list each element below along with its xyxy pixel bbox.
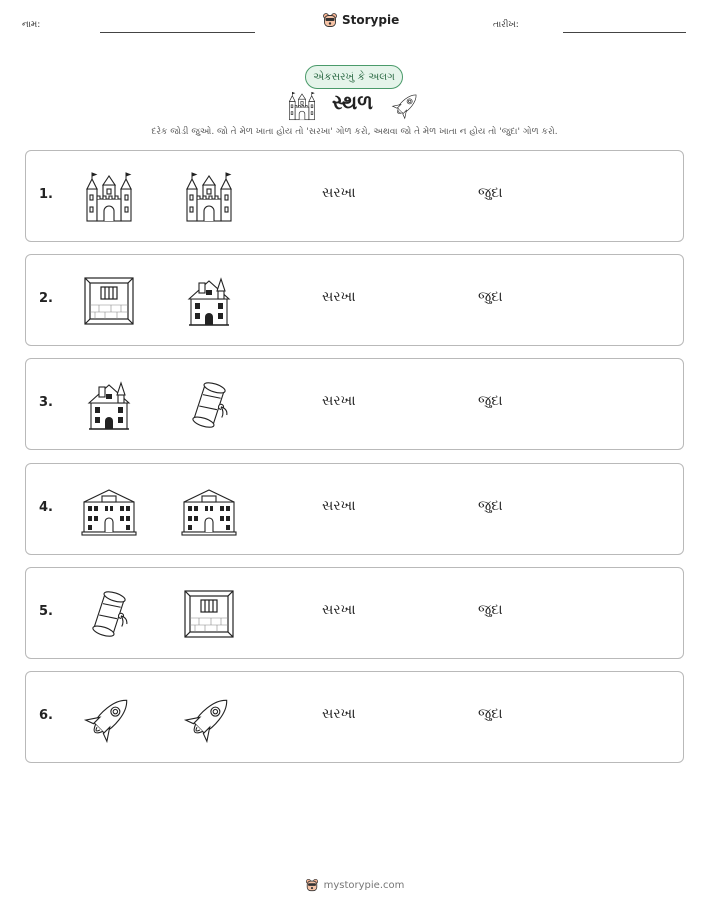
brand-logo: [322, 12, 399, 28]
scroll-icon: [81, 588, 137, 640]
bear-icon: [305, 878, 319, 892]
same-option[interactable]: સરખા: [322, 602, 356, 618]
date-line[interactable]: [563, 32, 686, 33]
same-option[interactable]: સરખા: [322, 185, 356, 201]
question-row: [25, 671, 684, 763]
question-row: [25, 463, 684, 555]
question-row: [25, 150, 684, 242]
school-icon: [181, 484, 237, 536]
instructions: દરેક જોડી જુઓ. જો તે મેળ ખાતા હોય તો 'સરખા' ગોળ કરો, અથવા જો તે મેળ ખાતા ન હોય તો 'જુદા' ગોળ કરો.: [151, 127, 558, 137]
rocket-icon: [181, 692, 237, 744]
name-line[interactable]: [100, 32, 255, 33]
scroll-icon: [181, 379, 237, 431]
same-option[interactable]: સરખા: [322, 498, 356, 514]
haunted-house-icon: [181, 275, 237, 327]
different-option[interactable]: જુદા: [478, 393, 503, 409]
question-number: 1.: [39, 187, 53, 202]
question-row: [25, 567, 684, 659]
question-number: 5.: [39, 604, 53, 619]
prison-icon: [81, 275, 137, 327]
castle-icon: [181, 171, 237, 223]
prison-icon: [181, 588, 237, 640]
name-label: નામ:: [22, 20, 41, 30]
question-number: 6.: [39, 708, 53, 723]
same-option[interactable]: સરખા: [322, 706, 356, 722]
haunted-house-icon: [81, 379, 137, 431]
bear-icon: [322, 12, 338, 28]
title-row: [284, 90, 424, 122]
page-title: સ્થળ: [332, 90, 373, 114]
brand-name: Storypie: [342, 13, 400, 27]
date-label: તારીખ:: [493, 20, 519, 30]
castle-icon: [286, 91, 318, 121]
castle-icon: [81, 171, 137, 223]
same-option[interactable]: સરખા: [322, 393, 356, 409]
different-option[interactable]: જુદા: [478, 185, 503, 201]
question-number: 2.: [39, 291, 53, 306]
footer: [0, 878, 709, 892]
footer-url: mystorypie.com: [323, 879, 405, 891]
school-icon: [81, 484, 137, 536]
question-row: [25, 254, 684, 346]
question-number: 4.: [39, 500, 53, 515]
different-option[interactable]: જુદા: [478, 706, 503, 722]
different-option[interactable]: જુદા: [478, 602, 503, 618]
different-option[interactable]: જુદા: [478, 289, 503, 305]
same-option[interactable]: સરખા: [322, 289, 356, 305]
question-number: 3.: [39, 395, 53, 410]
question-row: [25, 358, 684, 450]
rocket-icon: [390, 90, 422, 120]
different-option[interactable]: જુદા: [478, 498, 503, 514]
category-pill: એકસરખું કે અલગ: [305, 65, 403, 89]
rocket-icon: [81, 692, 137, 744]
